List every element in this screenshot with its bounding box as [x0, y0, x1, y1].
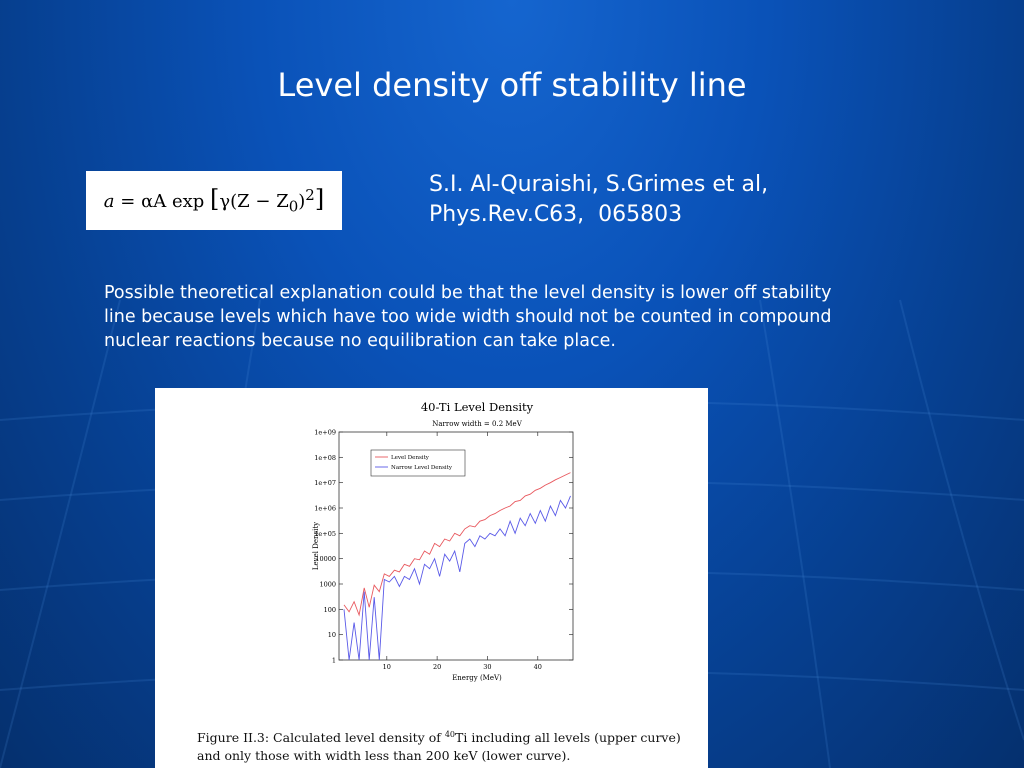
citation-line-2: Phys.Rev.C63, 065803: [429, 202, 683, 227]
citation-line-1: S.I. Al-Quraishi, S.Grimes et al,: [429, 172, 769, 197]
formula-bracket-content: γ(Z − Z: [219, 191, 289, 213]
y-tick-label: 10000: [315, 555, 336, 564]
citation: [429, 170, 768, 230]
caption-superscript: 40: [444, 730, 456, 739]
caption-prefix: Figure II.3: Calculated level density of: [197, 730, 445, 746]
formula-rhs-prefix: αA exp: [141, 191, 205, 213]
figure-caption: [197, 726, 697, 765]
narrow-level-density-line: [344, 496, 571, 660]
chart-subtitle: Narrow width = 0.2 MeV: [432, 420, 522, 428]
x-tick-label: 20: [432, 663, 442, 671]
formula-image: [86, 171, 342, 230]
legend-box: [371, 450, 465, 476]
y-axis-label: Level Density: [312, 521, 320, 571]
y-tick-label: 1e+07: [314, 479, 336, 488]
formula-close-paren: ): [298, 191, 306, 213]
formula-lhs: a: [103, 191, 115, 213]
figure: [155, 388, 708, 768]
x-tick-label: 30: [483, 663, 492, 671]
y-tick-label: 1000: [319, 580, 336, 589]
level-density-line: [344, 473, 571, 615]
y-tick-label: 1e+08: [314, 453, 336, 462]
x-tick-label: 40: [533, 663, 542, 671]
formula-subscript: 0: [288, 197, 299, 216]
level-density-chart: [155, 388, 708, 718]
body-text: Possible theoretical explanation could be that the level density is lower off stability line because levels which have too wide width should not be counted in compound nuclear reactions because no equilibration can take place.: [104, 283, 832, 351]
x-tick-label: 10: [382, 663, 391, 671]
chart-title: 40-Ti Level Density: [420, 400, 534, 414]
x-axis-label: Energy (MeV): [452, 674, 502, 682]
formula: a = αA $\exp [\gamma(Z - Z_0)^2]$: [103, 185, 325, 216]
legend-label: Narrow Level Density: [391, 465, 452, 471]
y-tick-label: 1e+06: [314, 504, 336, 513]
caption-suffix: Ti including all levels (upper curve) and only those with width less than 200 keV (lower curve).: [197, 730, 681, 764]
y-tick-label: 1e+05: [314, 529, 336, 538]
formula-power: 2: [305, 186, 315, 205]
y-tick-label: 10: [327, 631, 336, 640]
y-tick-label: 1e+09: [314, 428, 336, 437]
y-tick-label: 100: [323, 605, 336, 614]
slide-title: Level density off stability line: [277, 66, 747, 104]
y-tick-label: 1: [331, 656, 336, 665]
legend-label: Level Density: [391, 455, 429, 461]
